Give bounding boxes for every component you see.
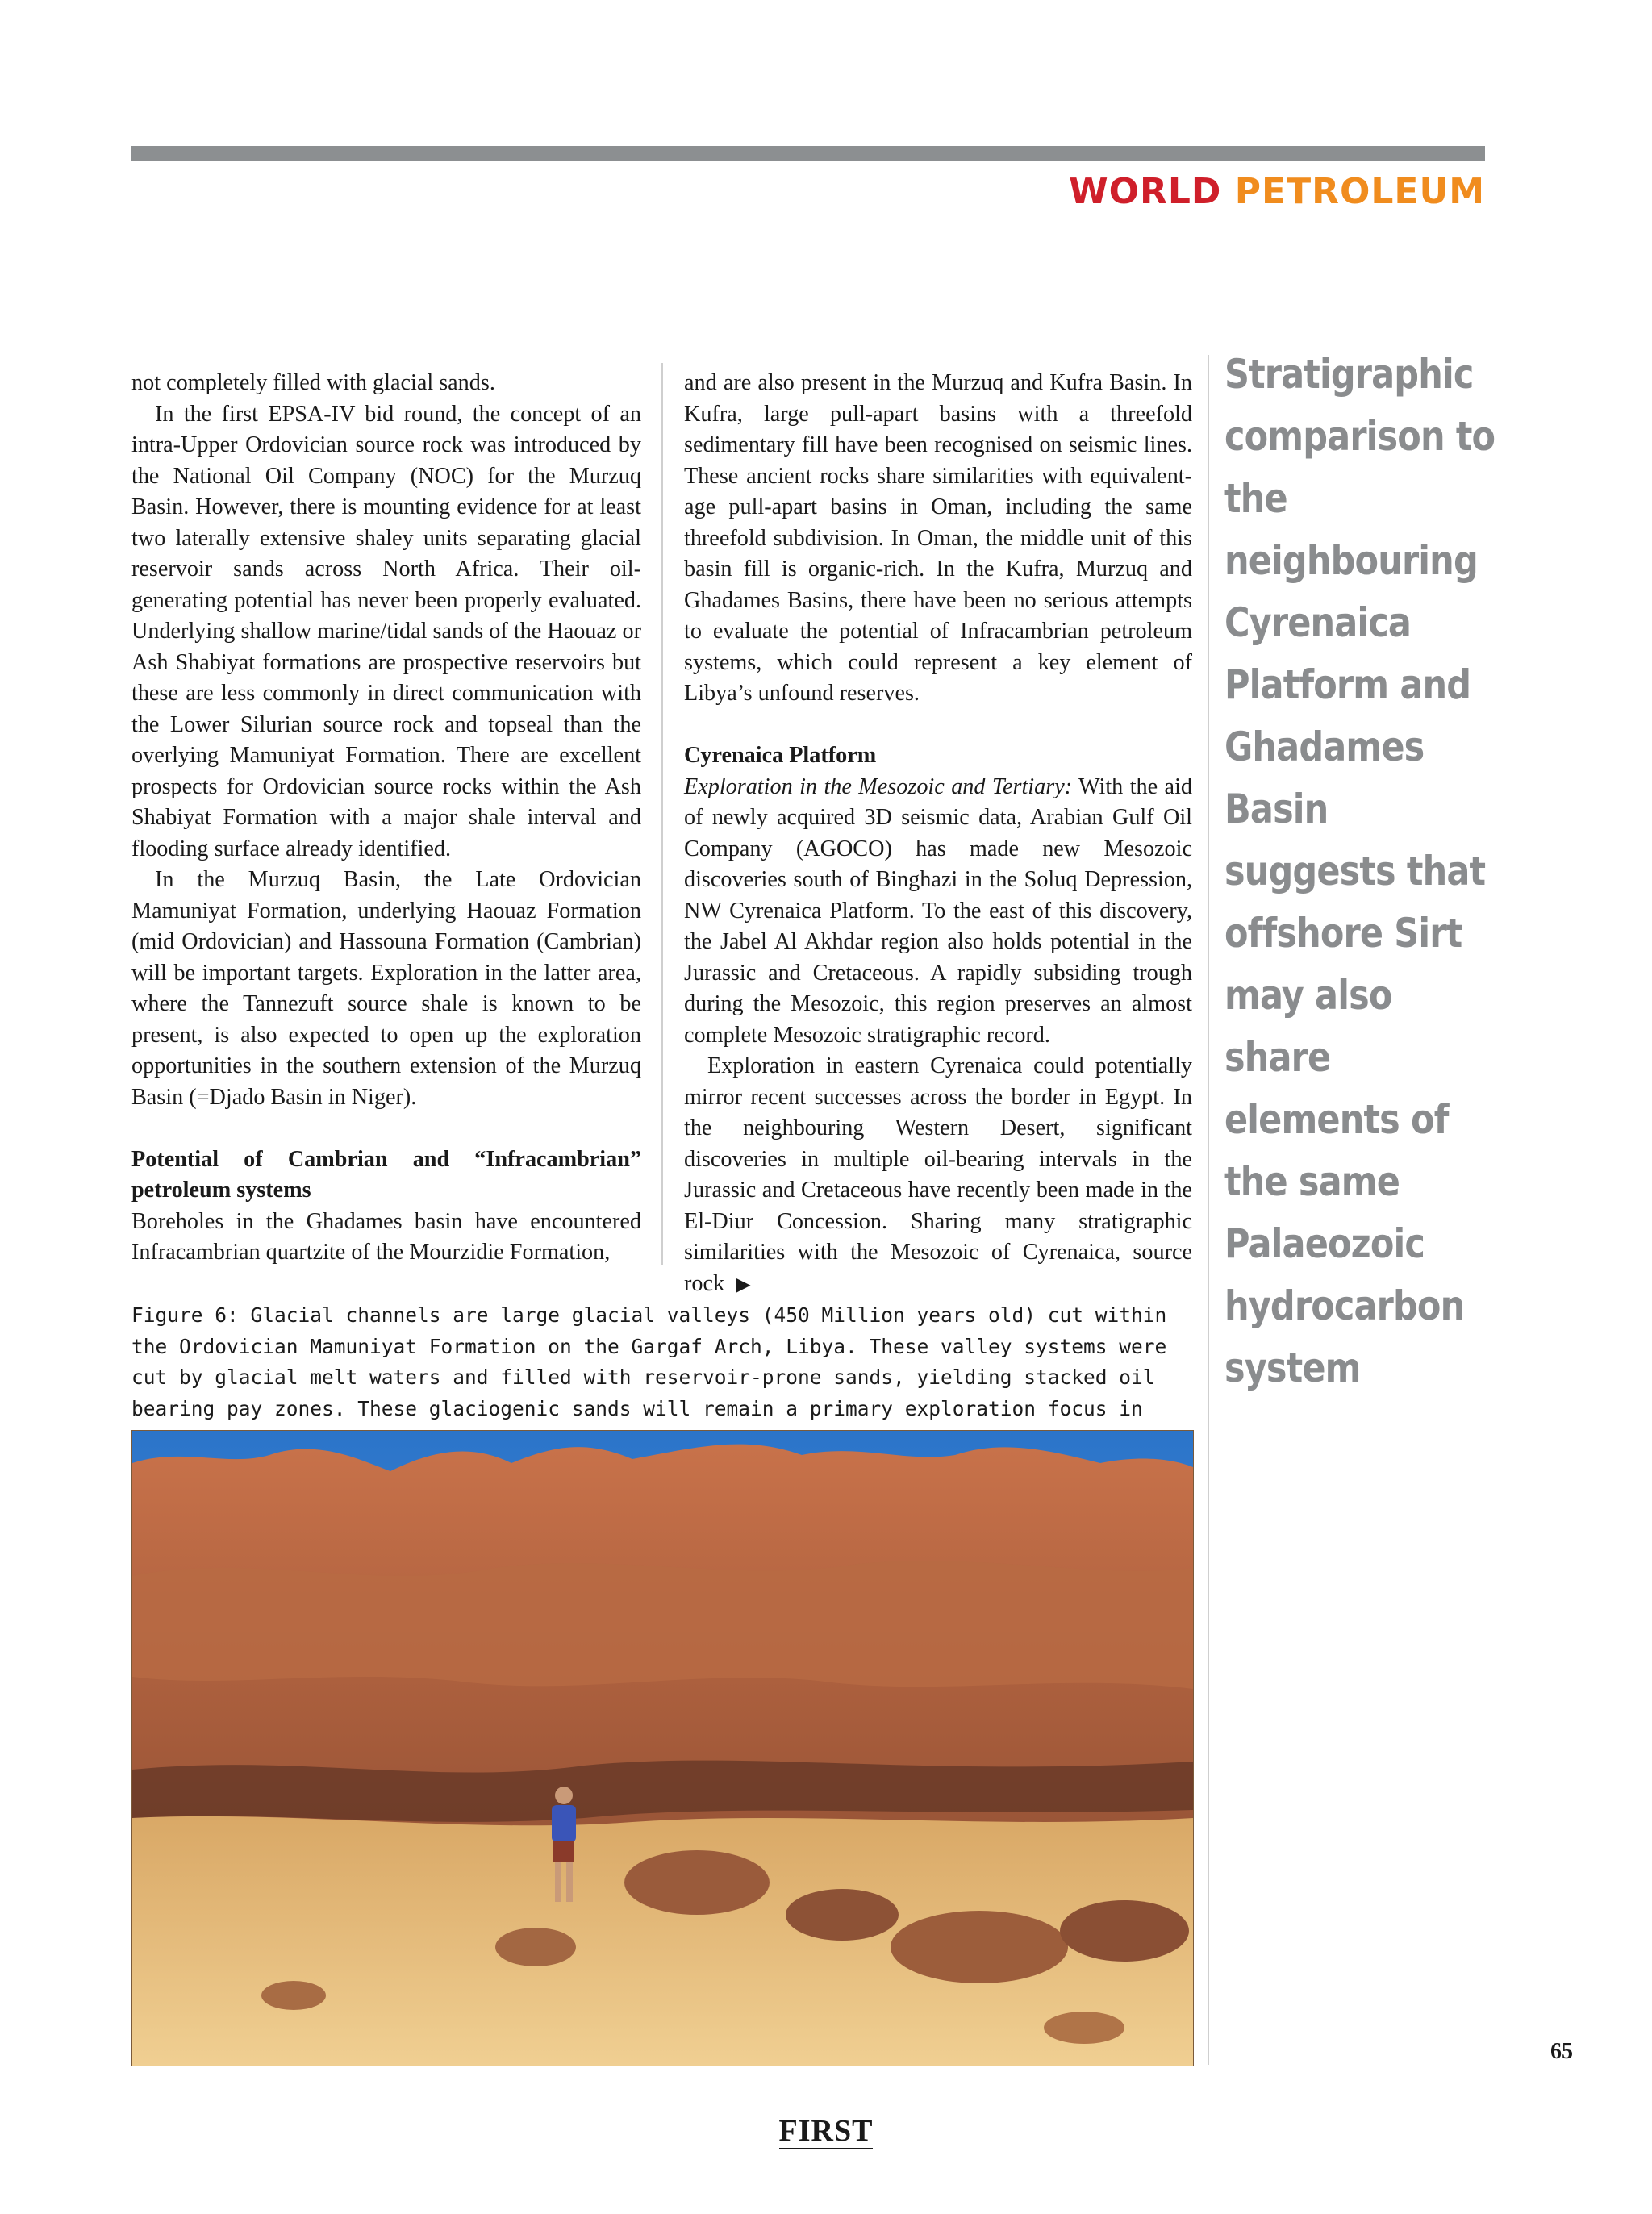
figure-caption: Figure 6: Glacial channels are large glacial valleys (450 Million years old) cut within the Ordovician Mamuniyat Formation on the Gargaf Arch, Libya. These valley systems were cut by glacial melt waters and filled with reservoir-prone sands, yielding stacked oil bearing pay zones. These glaciogenic sands will remain a primary exploration focus in <box>131 1303 1167 1420</box>
paragraph: and are also present in the Murzuq and Kufra Basin. In Kufra, large pull-apart basins with a threefold sedimentary fill have been recognised on seismic lines. These ancient rocks share similarities with equivalent-age pull-apart basins in Oman, including the same threefold subdivision. In Oman, the middle unit of this basin fill is organic-rich. In the Kufra, Murzuq and Ghadames Basins, there have been no serious attempts to evaluate the potential of Infracambrian petroleum systems, which could represent a key element of Libya’s unfound reserves. <box>684 370 1192 706</box>
paragraph: In the first EPSA-IV bid round, the concept of an intra-Upper Ordovician source rock was introduced by the National Oil Company (NOC) for the Murzuq Basin. However, there is mounting evidence for at least two laterally extensive shaley units separating glacial reservoir sands across North Africa. Their oil-generating potential has never been properly evaluated. Underlying shallow marine/tidal sands of the Haouaz or Ash Shabiyat formations are prospective reservoirs but these are less commonly in direct communication with the Lower Silurian source rock and topseal than the overlying Mamuniyat Formation. There are excellent prospects for Ordovician source rocks within the Ash Shabiyat Formation with a major shale interval and flooding surface already identified. <box>131 401 641 861</box>
page-number: 65 <box>1550 2039 1573 2064</box>
sidebar-divider <box>1208 355 1209 2065</box>
section-heading-cyrenaica: Cyrenaica Platform <box>684 743 877 768</box>
paragraph-body: Exploration in eastern Cyrenaica could potentially mirror recent successes across the border in Egypt. In the neighbouring Western Desert, significant discoveries in multiple oil-bearing intervals in the Jurassic and Cretaceous have recently been made in the El-Diur Concession. Sharing many stratigraphic similarities with the Mesozoic of Cyrenaica, source rock <box>684 1053 1192 1296</box>
paragraph-lead-in: Exploration in the Mesozoic and Tertiary: <box>684 773 1073 799</box>
paragraph: In the Murzuq Basin, the Late Ordovician Mamuniyat Formation, underlying Haouaz Formation (mid Ordovician) and Hassouna Formation (Cambrian) will be important targets. Exploration in the latter area, where the Tannezuft source shale is known to be present, is also expected to open up the exploration opportunities in the southern extension of the Murzuq Basin (=Djado Basin in Niger). <box>131 867 641 1110</box>
paragraph-body: With the aid of newly acquired 3D seismic data, Arabian Gulf Oil Company (AGOCO) has made new Mesozoic discoveries south of Binghazi in the Soluq Depression, NW Cyrenaica Platform. To the east of this discovery, the Jabel Al Akhdar region also holds potential in the Jurassic and Cretaceous. A rapidly subsiding trough during the Mesozoic, this region preserves an almost complete Mesozoic stratigraphic record. <box>684 773 1192 1048</box>
text-column-right <box>684 368 1192 1299</box>
footer-logo <box>0 2113 1652 2149</box>
footer-logo-text: FIRST <box>778 2114 874 2148</box>
section-heading-infracambrian: Potential of Cambrian and “Infracambrian” petroleum systems <box>131 1146 641 1203</box>
header-rule <box>131 146 1485 161</box>
masthead <box>1069 168 1485 216</box>
text-column-left <box>131 368 641 1269</box>
pull-quote: Stratigraphic comparison to the neighbouring Cyrenaica Platform and Ghadames Basin suggests that offshore Sirt may also share elements of the same Palaeozoic hydrocarbon system <box>1224 351 1496 1391</box>
continue-arrow-icon: ▶ <box>736 1272 751 1295</box>
paragraph: Boreholes in the Ghadames basin have encountered Infracambrian quartzite of the Mourzidie Formation, <box>131 1208 641 1265</box>
column-divider <box>661 363 663 1265</box>
figure-photo <box>131 1430 1194 2066</box>
masthead-word-petroleum: PETROLEUM <box>1234 171 1485 212</box>
paragraph <box>684 1051 1192 1299</box>
masthead-word-world: WORLD <box>1069 171 1222 212</box>
paragraph <box>684 772 1192 1052</box>
paragraph: not completely filled with glacial sands. <box>131 370 495 395</box>
